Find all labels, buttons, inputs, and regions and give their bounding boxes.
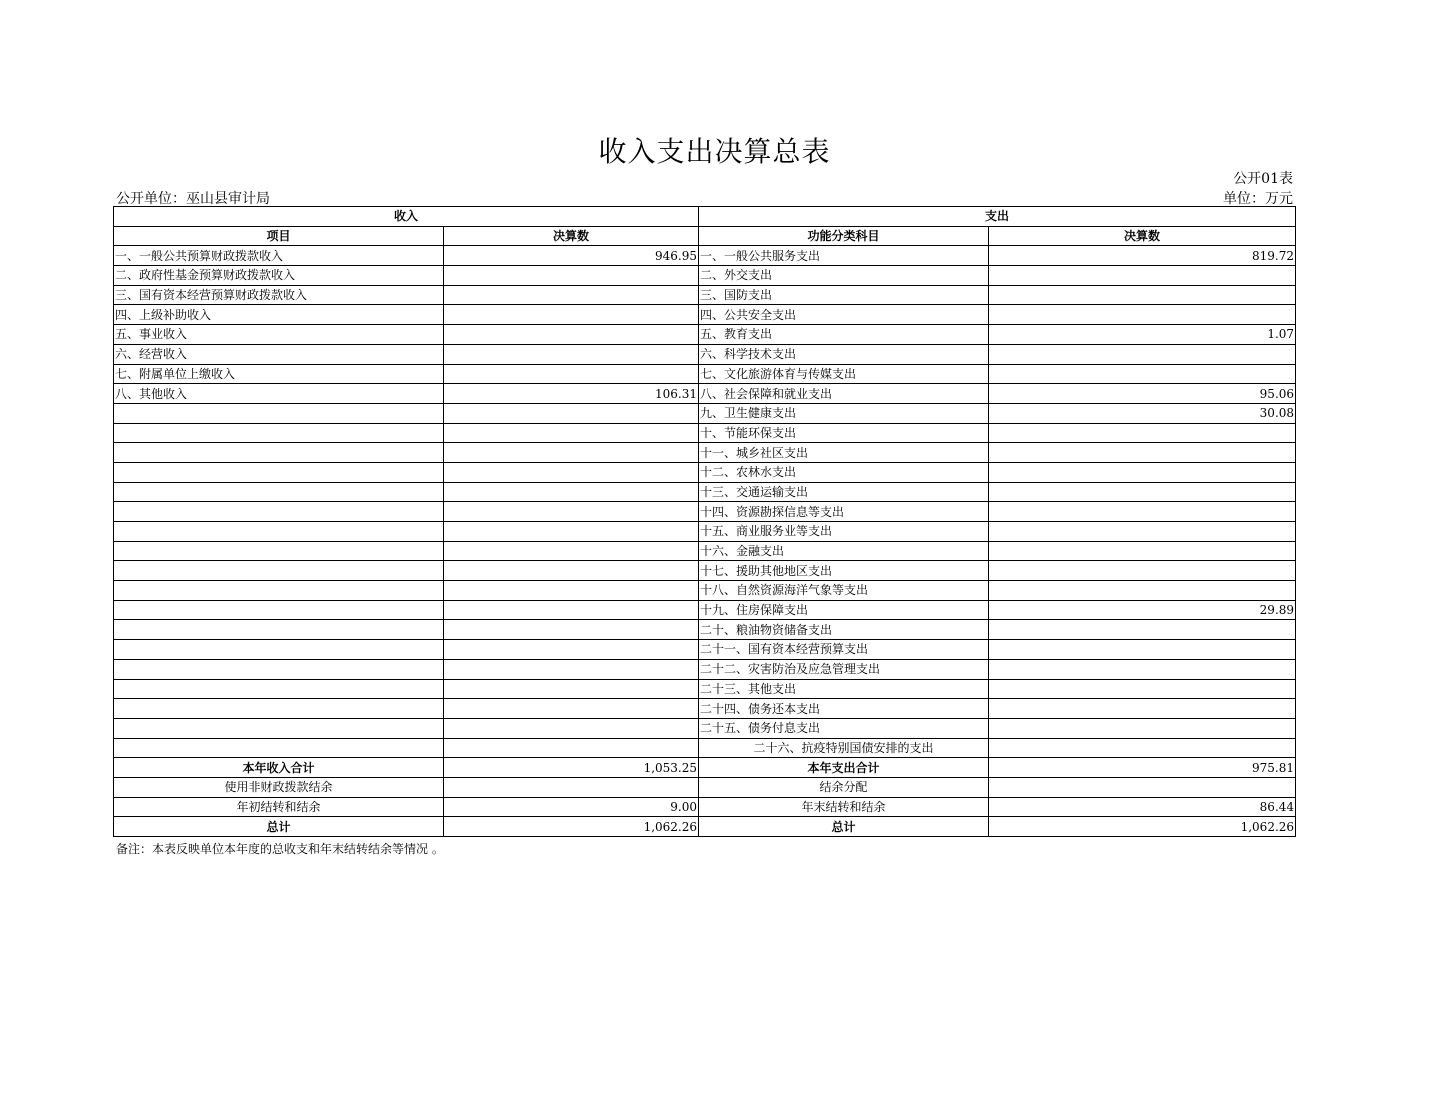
income-amount — [444, 502, 699, 522]
non-fiscal-label: 使用非财政拨款结余 — [114, 777, 444, 797]
income-item — [114, 423, 444, 443]
income-item — [114, 699, 444, 719]
table-row — [114, 344, 1296, 364]
expense-amount — [989, 522, 1296, 542]
begin-balance-label: 年初结转和结余 — [114, 797, 444, 817]
balance-row — [114, 797, 1296, 817]
table-row — [114, 462, 1296, 482]
expense-amount — [989, 482, 1296, 502]
table-row — [114, 600, 1296, 620]
income-total-value: 1,053.25 — [444, 758, 699, 778]
expense-amount — [989, 462, 1296, 482]
income-amount — [444, 659, 699, 679]
income-amount — [444, 482, 699, 502]
income-amount — [444, 403, 699, 423]
expense-item: 十四、资源勘探信息等支出 — [699, 502, 989, 522]
income-item — [114, 659, 444, 679]
expense-amount — [989, 266, 1296, 286]
expense-amount: 95.06 — [989, 384, 1296, 404]
expense-total-value: 975.81 — [989, 758, 1296, 778]
income-amount — [444, 738, 699, 758]
table-row — [114, 325, 1296, 345]
table-row — [114, 640, 1296, 660]
income-amount: 946.95 — [444, 246, 699, 266]
expense-item: 二十二、灾害防治及应急管理支出 — [699, 659, 989, 679]
end-balance-label: 年末结转和结余 — [699, 797, 989, 817]
income-item: 一、一般公共预算财政拨款收入 — [114, 246, 444, 266]
expense-item: 一、一般公共服务支出 — [699, 246, 989, 266]
income-item — [114, 482, 444, 502]
income-amount — [444, 679, 699, 699]
income-item — [114, 640, 444, 660]
footnote: 备注：本表反映单位本年度的总收支和年末结转结余等情况 。 — [116, 842, 444, 856]
income-item — [114, 718, 444, 738]
expense-amount — [989, 738, 1296, 758]
income-amount — [444, 581, 699, 601]
expense-amount — [989, 443, 1296, 463]
table-row — [114, 482, 1296, 502]
currency-unit: 单位：万元 — [1223, 191, 1293, 207]
table-row — [114, 679, 1296, 699]
income-amount — [444, 522, 699, 542]
expense-amount — [989, 344, 1296, 364]
income-item: 二、政府性基金预算财政拨款收入 — [114, 266, 444, 286]
income-item: 五、事业收入 — [114, 325, 444, 345]
page-title: 收入支出决算总表 — [598, 135, 831, 168]
table-row — [114, 718, 1296, 738]
annual-total-row — [114, 758, 1296, 778]
expense-item: 三、国防支出 — [699, 285, 989, 305]
income-item — [114, 502, 444, 522]
table-row — [114, 738, 1296, 758]
end-balance-value: 86.44 — [989, 797, 1296, 817]
expense-amount — [989, 285, 1296, 305]
expense-item: 二十三、其他支出 — [699, 679, 989, 699]
income-amount — [444, 620, 699, 640]
table-row — [114, 620, 1296, 640]
income-total-label: 本年收入合计 — [114, 758, 444, 778]
income-amount — [444, 364, 699, 384]
income-header: 收入 — [114, 207, 699, 227]
expense-total-label: 本年支出合计 — [699, 758, 989, 778]
income-item: 六、经营收入 — [114, 344, 444, 364]
grand-total-label-income: 总计 — [114, 817, 444, 837]
income-item — [114, 581, 444, 601]
income-item — [114, 561, 444, 581]
expense-amount — [989, 364, 1296, 384]
income-amount — [444, 462, 699, 482]
income-item: 三、国有资本经营预算财政拨款收入 — [114, 285, 444, 305]
income-item: 七、附属单位上缴收入 — [114, 364, 444, 384]
table-row — [114, 384, 1296, 404]
income-item — [114, 679, 444, 699]
table-row — [114, 246, 1296, 266]
table-row — [114, 659, 1296, 679]
expense-item: 十三、交通运输支出 — [699, 482, 989, 502]
expense-amount — [989, 640, 1296, 660]
expense-item: 六、科学技术支出 — [699, 344, 989, 364]
expense-amount — [989, 620, 1296, 640]
expense-amount — [989, 541, 1296, 561]
expense-item: 二十四、债务还本支出 — [699, 699, 989, 719]
expense-amount — [989, 679, 1296, 699]
income-amount — [444, 640, 699, 660]
table-row — [114, 699, 1296, 719]
income-amount — [444, 600, 699, 620]
income-expense-table — [113, 206, 1296, 837]
expense-amount: 819.72 — [989, 246, 1296, 266]
income-item — [114, 600, 444, 620]
expense-amount — [989, 581, 1296, 601]
income-amount — [444, 344, 699, 364]
expense-amount — [989, 502, 1296, 522]
item-column-header: 项目 — [114, 226, 444, 246]
function-subject-column-header: 功能分类科目 — [699, 226, 989, 246]
income-amount — [444, 541, 699, 561]
income-item — [114, 620, 444, 640]
income-amount — [444, 285, 699, 305]
expense-amount: 29.89 — [989, 600, 1296, 620]
expense-item: 十六、金融支出 — [699, 541, 989, 561]
income-item — [114, 462, 444, 482]
table-row — [114, 581, 1296, 601]
surplus-distribution-value — [989, 777, 1296, 797]
expense-item: 四、公共安全支出 — [699, 305, 989, 325]
expense-header: 支出 — [699, 207, 1296, 227]
expense-item: 十七、援助其他地区支出 — [699, 561, 989, 581]
income-amount — [444, 443, 699, 463]
income-item — [114, 541, 444, 561]
table-row — [114, 364, 1296, 384]
expense-item: 二十五、债务付息支出 — [699, 718, 989, 738]
grand-total-label-expense: 总计 — [699, 817, 989, 837]
income-amount — [444, 699, 699, 719]
expense-amount-column-header: 决算数 — [989, 226, 1296, 246]
non-fiscal-row — [114, 777, 1296, 797]
expense-amount — [989, 659, 1296, 679]
income-item: 四、上级补助收入 — [114, 305, 444, 325]
expense-item: 九、卫生健康支出 — [699, 403, 989, 423]
income-amount — [444, 423, 699, 443]
expense-item: 二十六、抗疫特别国债安排的支出 — [699, 738, 989, 758]
income-amount — [444, 266, 699, 286]
income-item — [114, 443, 444, 463]
table-row — [114, 561, 1296, 581]
expense-item: 七、文化旅游体育与传媒支出 — [699, 364, 989, 384]
income-amount — [444, 305, 699, 325]
table-row — [114, 541, 1296, 561]
table-row — [114, 443, 1296, 463]
income-amount — [444, 561, 699, 581]
header-row-group — [114, 207, 1296, 227]
expense-amount — [989, 305, 1296, 325]
table-row — [114, 502, 1296, 522]
table-row — [114, 423, 1296, 443]
expense-item: 十五、商业服务业等支出 — [699, 522, 989, 542]
income-amount — [444, 325, 699, 345]
expense-amount: 1.07 — [989, 325, 1296, 345]
table-row — [114, 266, 1296, 286]
income-item — [114, 522, 444, 542]
expense-amount — [989, 718, 1296, 738]
non-fiscal-value — [444, 777, 699, 797]
table-row — [114, 522, 1296, 542]
income-item — [114, 738, 444, 758]
expense-item: 八、社会保障和就业支出 — [699, 384, 989, 404]
expense-item: 十二、农林水支出 — [699, 462, 989, 482]
expense-amount — [989, 423, 1296, 443]
grand-total-expense-value: 1,062.26 — [989, 817, 1296, 837]
expense-amount: 30.08 — [989, 403, 1296, 423]
expense-item: 二十、粮油物资储备支出 — [699, 620, 989, 640]
income-amount: 106.31 — [444, 384, 699, 404]
table-row — [114, 305, 1296, 325]
income-amount — [444, 718, 699, 738]
form-number: 公开01表 — [1233, 171, 1293, 187]
expense-item: 十、节能环保支出 — [699, 423, 989, 443]
reporting-unit: 公开单位：巫山县审计局 — [116, 191, 270, 207]
income-item — [114, 403, 444, 423]
expense-item: 十九、住房保障支出 — [699, 600, 989, 620]
expense-item: 十一、城乡社区支出 — [699, 443, 989, 463]
expense-amount — [989, 561, 1296, 581]
expense-item: 十八、自然资源海洋气象等支出 — [699, 581, 989, 601]
begin-balance-value: 9.00 — [444, 797, 699, 817]
income-amount-column-header: 决算数 — [444, 226, 699, 246]
surplus-distribution-label: 结余分配 — [699, 777, 989, 797]
expense-item: 二、外交支出 — [699, 266, 989, 286]
grand-total-row — [114, 817, 1296, 837]
expense-item: 二十一、国有资本经营预算支出 — [699, 640, 989, 660]
expense-item: 五、教育支出 — [699, 325, 989, 345]
grand-total-income-value: 1,062.26 — [444, 817, 699, 837]
header-row-columns — [114, 226, 1296, 246]
expense-amount — [989, 699, 1296, 719]
table-row — [114, 285, 1296, 305]
income-item: 八、其他收入 — [114, 384, 444, 404]
table-row — [114, 403, 1296, 423]
